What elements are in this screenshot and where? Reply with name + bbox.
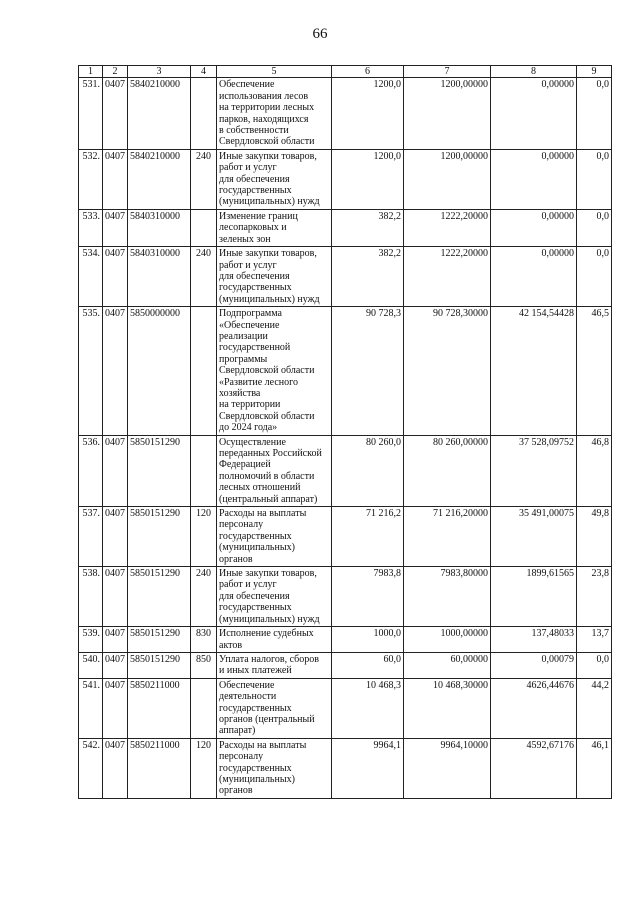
column-header: 8 (491, 66, 577, 78)
expense-type-cell: 850 (191, 652, 217, 678)
section-code-cell: 0407 (103, 678, 128, 738)
execution-percent-cell: 46,8 (577, 435, 612, 506)
approved-amount-cell: 60,00000 (404, 652, 491, 678)
executed-amount-cell: 0,00000 (491, 209, 577, 246)
table-row (79, 435, 612, 506)
item-name-cell: Изменение границ лесопарковых и зеленых зон (217, 209, 332, 246)
section-code-cell: 0407 (103, 78, 128, 149)
execution-percent-cell: 0,0 (577, 247, 612, 307)
table-body (79, 78, 612, 798)
table-row (79, 209, 612, 246)
planned-amount-cell: 1200,0 (332, 78, 404, 149)
target-code-cell: 5850151290 (128, 652, 191, 678)
expense-type-cell (191, 78, 217, 149)
row-number-cell: 542. (79, 738, 103, 798)
planned-amount-cell: 90 728,3 (332, 307, 404, 435)
approved-amount-cell: 1000,00000 (404, 627, 491, 653)
expense-type-cell: 120 (191, 738, 217, 798)
execution-percent-cell: 44,2 (577, 678, 612, 738)
planned-amount-cell: 71 216,2 (332, 507, 404, 567)
budget-table (78, 65, 612, 799)
section-code-cell: 0407 (103, 738, 128, 798)
section-code-cell: 0407 (103, 307, 128, 435)
table-row (79, 247, 612, 307)
approved-amount-cell: 1222,20000 (404, 247, 491, 307)
item-name-cell: Подпрограмма «Обеспечение реализации государственной программы Свердловской области «Развитие лесного хозяйства на территории Свердловской области до 2024 года» (217, 307, 332, 435)
row-number-cell: 533. (79, 209, 103, 246)
table-row (79, 567, 612, 627)
executed-amount-cell: 0,00000 (491, 247, 577, 307)
expense-type-cell: 240 (191, 247, 217, 307)
section-code-cell: 0407 (103, 627, 128, 653)
table-header-row (79, 66, 612, 78)
row-number-cell: 536. (79, 435, 103, 506)
column-header: 5 (217, 66, 332, 78)
table-row (79, 307, 612, 435)
planned-amount-cell: 80 260,0 (332, 435, 404, 506)
section-code-cell: 0407 (103, 149, 128, 209)
expense-type-cell: 120 (191, 507, 217, 567)
executed-amount-cell: 0,00000 (491, 149, 577, 209)
executed-amount-cell: 4626,44676 (491, 678, 577, 738)
column-header: 2 (103, 66, 128, 78)
execution-percent-cell: 46,1 (577, 738, 612, 798)
executed-amount-cell: 1899,61565 (491, 567, 577, 627)
table-row (79, 507, 612, 567)
planned-amount-cell: 9964,1 (332, 738, 404, 798)
executed-amount-cell: 0,00079 (491, 652, 577, 678)
section-code-cell: 0407 (103, 507, 128, 567)
executed-amount-cell: 35 491,00075 (491, 507, 577, 567)
planned-amount-cell: 10 468,3 (332, 678, 404, 738)
expense-type-cell: 240 (191, 567, 217, 627)
column-header: 6 (332, 66, 404, 78)
item-name-cell: Иные закупки товаров, работ и услуг для обеспечения государственных (муниципальных) нужд (217, 149, 332, 209)
approved-amount-cell: 90 728,30000 (404, 307, 491, 435)
target-code-cell: 5840210000 (128, 78, 191, 149)
approved-amount-cell: 1200,00000 (404, 78, 491, 149)
planned-amount-cell: 382,2 (332, 209, 404, 246)
execution-percent-cell: 23,8 (577, 567, 612, 627)
column-header: 7 (404, 66, 491, 78)
executed-amount-cell: 137,48033 (491, 627, 577, 653)
approved-amount-cell: 71 216,20000 (404, 507, 491, 567)
target-code-cell: 5850211000 (128, 678, 191, 738)
planned-amount-cell: 1200,0 (332, 149, 404, 209)
planned-amount-cell: 382,2 (332, 247, 404, 307)
execution-percent-cell: 0,0 (577, 652, 612, 678)
item-name-cell: Иные закупки товаров, работ и услуг для обеспечения государственных (муниципальных) нужд (217, 567, 332, 627)
section-code-cell: 0407 (103, 209, 128, 246)
item-name-cell: Обеспечение деятельности государственных органов (центральный аппарат) (217, 678, 332, 738)
row-number-cell: 532. (79, 149, 103, 209)
approved-amount-cell: 1222,20000 (404, 209, 491, 246)
planned-amount-cell: 60,0 (332, 652, 404, 678)
row-number-cell: 537. (79, 507, 103, 567)
target-code-cell: 5850151290 (128, 507, 191, 567)
planned-amount-cell: 1000,0 (332, 627, 404, 653)
row-number-cell: 538. (79, 567, 103, 627)
table-row (79, 738, 612, 798)
table-row (79, 149, 612, 209)
executed-amount-cell: 0,00000 (491, 78, 577, 149)
target-code-cell: 5850151290 (128, 435, 191, 506)
item-name-cell: Исполнение судебных актов (217, 627, 332, 653)
section-code-cell: 0407 (103, 435, 128, 506)
target-code-cell: 5840210000 (128, 149, 191, 209)
executed-amount-cell: 42 154,54428 (491, 307, 577, 435)
row-number-cell: 540. (79, 652, 103, 678)
execution-percent-cell: 46,5 (577, 307, 612, 435)
item-name-cell: Расходы на выплаты персоналу государственных (муниципальных) органов (217, 738, 332, 798)
execution-percent-cell: 13,7 (577, 627, 612, 653)
row-number-cell: 541. (79, 678, 103, 738)
item-name-cell: Уплата налогов, сборов и иных платежей (217, 652, 332, 678)
column-header: 9 (577, 66, 612, 78)
item-name-cell: Обеспечение использования лесов на территории лесных парков, находящихся в собственности Свердловской области (217, 78, 332, 149)
target-code-cell: 5850151290 (128, 567, 191, 627)
planned-amount-cell: 7983,8 (332, 567, 404, 627)
table-row (79, 627, 612, 653)
target-code-cell: 5850211000 (128, 738, 191, 798)
target-code-cell: 5840310000 (128, 209, 191, 246)
expense-type-cell: 830 (191, 627, 217, 653)
execution-percent-cell: 0,0 (577, 149, 612, 209)
approved-amount-cell: 10 468,30000 (404, 678, 491, 738)
column-header: 1 (79, 66, 103, 78)
target-code-cell: 5840310000 (128, 247, 191, 307)
execution-percent-cell: 0,0 (577, 209, 612, 246)
approved-amount-cell: 9964,10000 (404, 738, 491, 798)
page-number: 66 (312, 26, 328, 42)
section-code-cell: 0407 (103, 652, 128, 678)
item-name-cell: Осуществление переданных Российской Федерацией полномочий в области лесных отношений (центральный аппарат) (217, 435, 332, 506)
column-header: 4 (191, 66, 217, 78)
expense-type-cell (191, 209, 217, 246)
row-number-cell: 534. (79, 247, 103, 307)
execution-percent-cell: 49,8 (577, 507, 612, 567)
row-number-cell: 531. (79, 78, 103, 149)
item-name-cell: Расходы на выплаты персоналу государственных (муниципальных) органов (217, 507, 332, 567)
expense-type-cell: 240 (191, 149, 217, 209)
execution-percent-cell: 0,0 (577, 78, 612, 149)
section-code-cell: 0407 (103, 567, 128, 627)
column-header: 3 (128, 66, 191, 78)
table-row (79, 78, 612, 149)
table-row (79, 652, 612, 678)
executed-amount-cell: 4592,67176 (491, 738, 577, 798)
target-code-cell: 5850151290 (128, 627, 191, 653)
expense-type-cell (191, 307, 217, 435)
item-name-cell: Иные закупки товаров, работ и услуг для обеспечения государственных (муниципальных) нужд (217, 247, 332, 307)
expense-type-cell (191, 435, 217, 506)
row-number-cell: 535. (79, 307, 103, 435)
expense-type-cell (191, 678, 217, 738)
section-code-cell: 0407 (103, 247, 128, 307)
executed-amount-cell: 37 528,09752 (491, 435, 577, 506)
target-code-cell: 5850000000 (128, 307, 191, 435)
approved-amount-cell: 80 260,00000 (404, 435, 491, 506)
approved-amount-cell: 7983,80000 (404, 567, 491, 627)
table-row (79, 678, 612, 738)
row-number-cell: 539. (79, 627, 103, 653)
approved-amount-cell: 1200,00000 (404, 149, 491, 209)
